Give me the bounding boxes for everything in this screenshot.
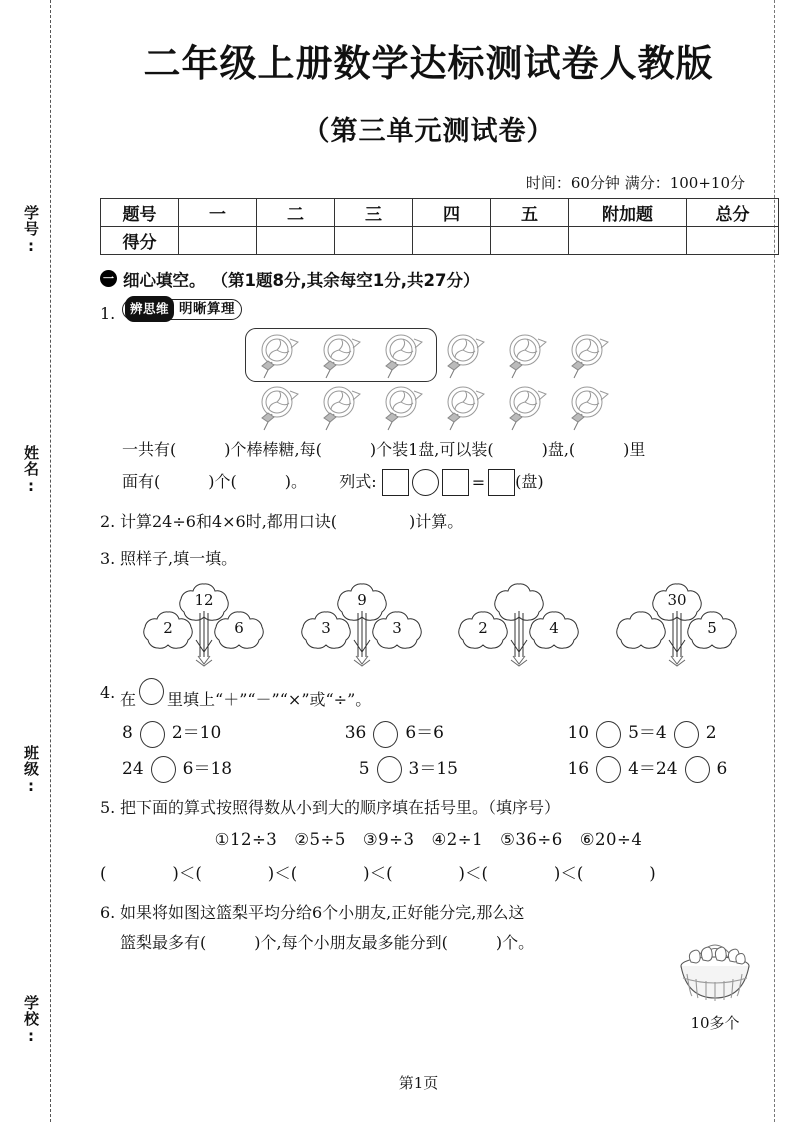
- q1-unit: (盘): [515, 472, 544, 492]
- page-title: 二年级上册数学达标测试卷人教版: [143, 41, 714, 85]
- q4-text-b: 里填上“＋”“－”“×”或“÷”。: [167, 689, 372, 709]
- q4-operator-circle[interactable]: [685, 756, 710, 783]
- q1-formula-box-1[interactable]: [382, 469, 409, 496]
- question-6-line-1: 如果将如图这篮梨平均分给6个小朋友,正好能分完,那么这: [120, 902, 525, 922]
- question-5-number: 5.: [100, 798, 116, 818]
- q2-text-b: )计算。: [409, 511, 464, 531]
- q4-operator-circle[interactable]: [377, 756, 402, 783]
- question-4: [100, 678, 757, 785]
- score-header-label: 题号: [101, 198, 179, 226]
- flower-left-value: 3: [320, 618, 331, 637]
- q4-text-a: 在: [120, 689, 137, 709]
- margin-label-name: 姓名:: [22, 445, 40, 496]
- badge-dark-label: 辨思维: [125, 296, 174, 321]
- lollipop-icon: [312, 382, 374, 434]
- q1-l2-c: )。: [284, 472, 307, 492]
- score-row-label: 得分: [101, 226, 179, 254]
- score-header-extra: 附加题: [569, 198, 687, 226]
- flower-diagram: [607, 578, 747, 670]
- page-subtitle: （第三单元测试卷）: [302, 115, 555, 147]
- margin-label-school: 学校:: [22, 995, 40, 1046]
- question-1: [100, 299, 757, 499]
- q4-operator-circle[interactable]: [596, 756, 621, 783]
- q1-formula-operator-circle[interactable]: [412, 469, 439, 496]
- q1-formula-boxes: [382, 467, 515, 499]
- q4-operator-circle[interactable]: [151, 756, 176, 783]
- badge-light-label: 明晰算理: [179, 300, 236, 317]
- exam-meta: 时间：60分钟 满分：100+10分: [525, 173, 745, 192]
- flower-left-value: 2: [163, 618, 173, 637]
- q1-l2-a: 面有(: [122, 472, 161, 492]
- question-6-body: [120, 898, 647, 957]
- q4-item-1: [122, 718, 345, 749]
- lollipop-icon: [250, 382, 312, 434]
- score-table: [100, 198, 779, 255]
- score-header-2: 二: [257, 198, 335, 226]
- pear-basket-illustration: [663, 932, 767, 1033]
- thinking-badge: [122, 299, 242, 320]
- section-number-badge: 一: [100, 270, 117, 287]
- section-header: [100, 267, 757, 291]
- flower-diagram: [134, 578, 274, 670]
- question-2-number: 2.: [100, 511, 116, 531]
- q1-equals: =: [471, 472, 486, 492]
- question-6-number: 6.: [100, 902, 116, 922]
- margin-label-student-id: 学号:: [22, 205, 40, 256]
- left-margin: [0, 0, 62, 1122]
- q4-item-2: [345, 718, 568, 749]
- question-3-number: 3.: [100, 549, 116, 569]
- flower-top-value: 30: [667, 590, 687, 609]
- q4-operator-circle[interactable]: [674, 721, 699, 748]
- question-6: [100, 898, 757, 957]
- q4-item-3: [567, 718, 757, 749]
- score-header-total: 总分: [687, 198, 779, 226]
- flower-right-value: 4: [549, 618, 560, 637]
- q4-item-4: [122, 754, 345, 785]
- lollipop-icon: [560, 330, 622, 382]
- score-cell-4[interactable]: [413, 226, 491, 254]
- section-points: （第1题8分,其余每空1分,共27分）: [211, 270, 480, 290]
- page-footer: 第1页: [398, 1074, 439, 1092]
- q4-item-1-left: 8: [122, 723, 133, 744]
- q4-item-3-tail: 2: [705, 723, 717, 744]
- q6-l2-a: 篮梨最多有(: [120, 932, 207, 952]
- score-header-3: 三: [335, 198, 413, 226]
- question-2-text: [120, 507, 757, 537]
- basket-icon: [667, 932, 763, 1008]
- score-cell-2[interactable]: [257, 226, 335, 254]
- flower-diagram: [292, 578, 432, 670]
- q4-item-6: [567, 754, 757, 785]
- q1-l1-a: 一共有(: [122, 440, 177, 460]
- table-row: [101, 198, 779, 226]
- score-header-5: 五: [491, 198, 569, 226]
- q1-l2-b: )个(: [208, 472, 237, 492]
- question-1-number: 1.: [100, 303, 116, 323]
- q6-l2-b: )个,每个小朋友最多能分到(: [254, 932, 448, 952]
- q4-item-4-right: 6＝18: [182, 758, 233, 779]
- section-title: 细心填空。: [123, 270, 206, 290]
- question-6-line-2: [120, 928, 647, 958]
- q4-item-3-right: 5＝4: [628, 723, 667, 744]
- flower-left-value: 2: [478, 618, 489, 637]
- lollipop-icon: [498, 330, 560, 382]
- score-cell-3[interactable]: [335, 226, 413, 254]
- table-row: [101, 226, 779, 254]
- score-header-4: 四: [413, 198, 491, 226]
- question-5-text: 把下面的算式按照得数从小到大的顺序填在括号里。（填序号）: [120, 798, 561, 818]
- q4-item-4-left: 24: [122, 758, 144, 779]
- lollipop-illustration: [250, 330, 650, 434]
- flower-right-value: 3: [391, 618, 402, 637]
- q2-text-a: 计算24÷6和4×6时,都用口诀(: [120, 511, 338, 531]
- flower-right-value: 6: [234, 618, 244, 637]
- q4-item-6-right: 4＝24: [628, 758, 678, 779]
- flower-right-value: 5: [707, 618, 717, 637]
- q1-l1-b: )个棒棒糖,每(: [224, 440, 322, 460]
- lollipop-icon: [560, 382, 622, 434]
- lollipop-group-box: [245, 328, 437, 382]
- question-5: [100, 793, 757, 890]
- score-cell-extra[interactable]: [569, 226, 687, 254]
- score-cell-5[interactable]: [491, 226, 569, 254]
- worksheet-page: [62, 0, 775, 1122]
- question-4-number: 4.: [100, 682, 116, 702]
- flower-top-value: 9: [356, 590, 367, 609]
- q1-formula-box-3[interactable]: [488, 469, 515, 496]
- question-1-head: [100, 299, 757, 329]
- question-1-fill-line-1: [122, 434, 757, 466]
- q4-operator-circle[interactable]: [140, 721, 165, 748]
- question-4-grid: [122, 718, 757, 785]
- question-5-answer-blanks[interactable]: ( )＜( )＜( )＜( )＜( )＜( ): [100, 864, 656, 884]
- score-header-1: 一: [179, 198, 257, 226]
- q4-item-2-left: 36: [344, 723, 367, 744]
- flower-diagram-row: [134, 578, 747, 670]
- q1-formula-label: 列式:: [339, 472, 377, 492]
- q4-item-6-left: 16: [567, 758, 590, 779]
- q1-l1-c: )个装1盘,可以装(: [369, 440, 494, 460]
- score-cell-total[interactable]: [687, 226, 779, 254]
- question-2: [100, 507, 757, 537]
- q4-operator-circle[interactable]: [596, 721, 621, 748]
- question-3-text: 照样子,填一填。: [120, 549, 238, 569]
- q4-item-6-tail: 6: [716, 758, 728, 779]
- q4-item-5-left: 5: [358, 758, 370, 779]
- basket-caption: 10多个: [690, 1014, 740, 1032]
- q4-operator-circle[interactable]: [373, 721, 398, 748]
- q4-item-5-right: 3＝15: [408, 758, 458, 779]
- q6-l2-c: )个。: [495, 932, 535, 952]
- score-cell-1[interactable]: [179, 226, 257, 254]
- q4-item-1-right: 2＝10: [171, 723, 222, 744]
- lollipop-icon: [436, 382, 498, 434]
- margin-label-class: 班级:: [22, 745, 40, 796]
- question-1-fill-line-2: [122, 466, 757, 499]
- table-row: [122, 718, 757, 749]
- q1-l1-d: )盘,(: [541, 440, 576, 460]
- lollipop-icon: [374, 382, 436, 434]
- q1-formula-box-2[interactable]: [442, 469, 469, 496]
- flower-top-value: 12: [194, 590, 214, 609]
- question-5-options: ①12÷3 ②5÷5 ③9÷3 ④2÷1 ⑤36÷6 ⑥20÷4: [214, 829, 643, 849]
- q1-l1-e: )里: [623, 440, 646, 460]
- question-4-text: [120, 678, 757, 715]
- dashed-cut-line: [50, 0, 51, 1122]
- q4-item-3-left: 10: [567, 723, 590, 744]
- table-row: [122, 754, 757, 785]
- q4-item-2-right: 6＝6: [405, 723, 444, 744]
- flower-diagram: [449, 578, 589, 670]
- question-3: [100, 544, 757, 670]
- q4-item-5: [345, 754, 568, 785]
- q4-sample-circle-icon: [139, 678, 164, 705]
- lollipop-icon: [498, 382, 560, 434]
- lollipop-icon: [436, 330, 498, 382]
